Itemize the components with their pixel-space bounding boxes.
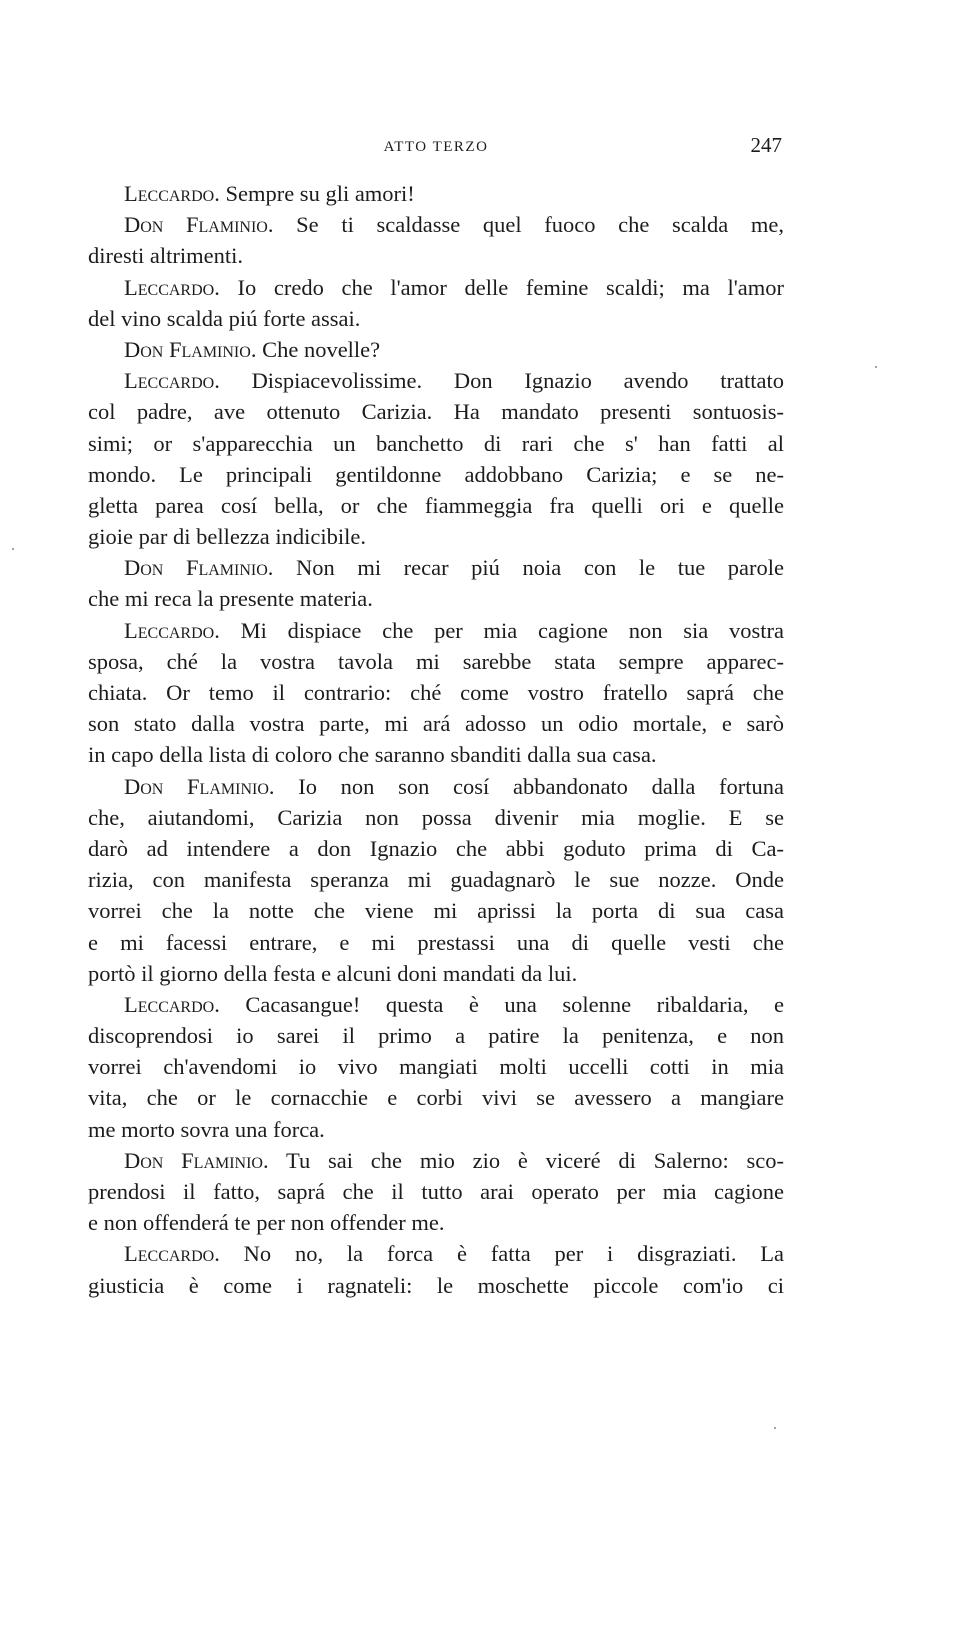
text-line (88, 1207, 784, 1238)
text-line (88, 1176, 784, 1207)
speech-block (88, 1145, 784, 1239)
speech-block (88, 178, 784, 209)
text-line (88, 365, 784, 396)
text-line (88, 864, 784, 895)
text-line (88, 240, 784, 271)
text-line (88, 1238, 784, 1269)
text-line (88, 428, 784, 459)
scan-speck (12, 548, 14, 550)
text-line (88, 178, 784, 209)
speaker-name: Leccardo. (124, 368, 220, 394)
line-text: sposa, ché la vostra tavola mi sarebbe stata sempre apparec- (88, 648, 784, 674)
line-text: son stato dalla vostra parte, mi ará adosso un odio mortale, e sarò (88, 711, 784, 737)
text-line (88, 583, 784, 614)
line-text: darò ad intendere a don Ignazio che abbi goduto prima di Ca- (88, 835, 784, 861)
text-line (88, 209, 784, 240)
speech-block (88, 334, 784, 365)
text-line (88, 677, 784, 708)
speech-block (88, 771, 784, 989)
line-text: Cacasangue! questa è una solenne ribaldaria, e (245, 991, 785, 1017)
text-line (88, 1082, 784, 1113)
line-text: Che novelle? (262, 336, 381, 362)
line-text: Io credo che l'amor delle femine scaldi; ma l'amor (237, 274, 784, 300)
speech-block (88, 272, 784, 334)
line-text: che mi reca la presente materia. (88, 586, 373, 612)
line-text: simi; or s'apparecchia un banchetto di rari che s' han fatti al (88, 430, 784, 456)
text-line (88, 459, 784, 490)
scan-speck (774, 1427, 776, 1429)
text-line (88, 708, 784, 739)
line-text: me morto sovra una forca. (88, 1116, 325, 1142)
text-line (88, 646, 784, 677)
line-text: gletta parea cosí bella, or che fiammeggia fra quelli ori e quelle (88, 492, 784, 518)
text-line (88, 958, 784, 989)
line-text: che, aiutandomi, Carizia non possa divenir mia moglie. E se (88, 804, 784, 830)
line-text: prendosi il fatto, saprá che il tutto arai operato per mia cagione (88, 1179, 784, 1204)
speech-block (88, 1238, 784, 1300)
speaker-name: Leccardo. (124, 617, 220, 643)
line-text: Dispiacevolissime. Don Ignazio avendo trattato (251, 368, 784, 394)
text-line (88, 833, 784, 864)
line-text: rizia, con manifesta speranza mi guadagnarò le sue nozze. Onde (88, 867, 784, 893)
text-line (88, 272, 784, 303)
text-line (88, 303, 784, 334)
text-line (88, 396, 784, 427)
line-text: chiata. Or temo il contrario: ché come vostro fratello saprá che (88, 680, 784, 705)
line-text: Io non son cosí abbandonato dalla fortuna (298, 773, 785, 799)
text-body (88, 178, 784, 1301)
speaker-name: Don Flaminio. (124, 555, 274, 581)
text-line (88, 895, 784, 926)
line-text: Sempre su gli amori! (225, 181, 415, 206)
line-text: diresti altrimenti. (88, 243, 243, 269)
line-text: Non mi recar piú noia con le tue parole (296, 555, 785, 581)
text-line (88, 1270, 784, 1301)
line-text: vorrei ch'avendomi io vivo mangiati molti uccelli cotti in mia (88, 1054, 784, 1080)
speech-block (88, 209, 784, 271)
speaker-name: Don Flaminio. (124, 336, 257, 362)
line-text: col padre, ave ottenuto Carizia. Ha mandato presenti sontuosis- (88, 399, 784, 425)
text-line (88, 989, 784, 1020)
text-line (88, 771, 784, 802)
text-line (88, 1051, 784, 1082)
line-text: portò il giorno della festa e alcuni doni mandati da lui. (88, 960, 578, 986)
text-line (88, 802, 784, 833)
line-text: Se ti scaldasse quel fuoco che scalda me, (296, 212, 785, 238)
text-line (88, 521, 784, 552)
text-line (88, 1145, 784, 1176)
text-line (88, 739, 784, 770)
speaker-name: Don Flaminio. (124, 773, 275, 799)
speaker-name: Leccardo. (124, 1241, 220, 1267)
speech-block (88, 989, 784, 1145)
speech-block (88, 615, 784, 771)
text-line (88, 334, 784, 365)
text-line (88, 1114, 784, 1145)
text-line (88, 615, 784, 646)
line-text: mondo. Le principali gentildonne addobbano Carizia; e se ne- (88, 461, 784, 487)
line-text: giusticia è come i ragnateli: le moschette piccole com'io ci (88, 1272, 784, 1298)
speech-block (88, 365, 784, 552)
speaker-name: Leccardo. (124, 991, 220, 1017)
line-text: Tu sai che mio zio è viceré di Salerno: sco- (286, 1147, 784, 1173)
text-line (88, 552, 784, 583)
line-text: e mi facessi entrare, e mi prestassi una di quelle vesti che (88, 929, 784, 955)
line-text: e non offenderá te per non offender me. (88, 1210, 445, 1236)
line-text: Mi dispiace che per mia cagione non sia vostra (240, 617, 785, 643)
speaker-name: Don Flaminio. (124, 212, 274, 238)
line-text: vita, che or le cornacchie e corbi vivi se avessero a mangiare (88, 1085, 784, 1111)
text-line (88, 1020, 784, 1051)
speech-block (88, 552, 784, 614)
running-head (88, 133, 784, 161)
line-text: gioie par di bellezza indicibile. (88, 524, 367, 550)
speaker-name: Leccardo. (124, 181, 220, 206)
page-number: 247 (750, 133, 782, 157)
line-text: in capo della lista di coloro che saranno sbanditi dalla sua casa. (88, 742, 657, 768)
speaker-name: Don Flaminio. (124, 1147, 269, 1173)
line-text: del vino scalda piú forte assai. (88, 305, 361, 331)
running-title: ATTO TERZO (383, 139, 489, 155)
line-text: vorrei che la notte che viene mi aprissi la porta di sua casa (88, 898, 784, 924)
speaker-name: Leccardo. (124, 274, 220, 300)
line-text: discoprendosi io sarei il primo a patire la penitenza, e non (88, 1023, 784, 1049)
text-line (88, 490, 784, 521)
line-text: No no, la forca è fatta per i disgraziati. La (243, 1241, 784, 1267)
text-line (88, 927, 784, 958)
scan-speck (875, 366, 877, 368)
